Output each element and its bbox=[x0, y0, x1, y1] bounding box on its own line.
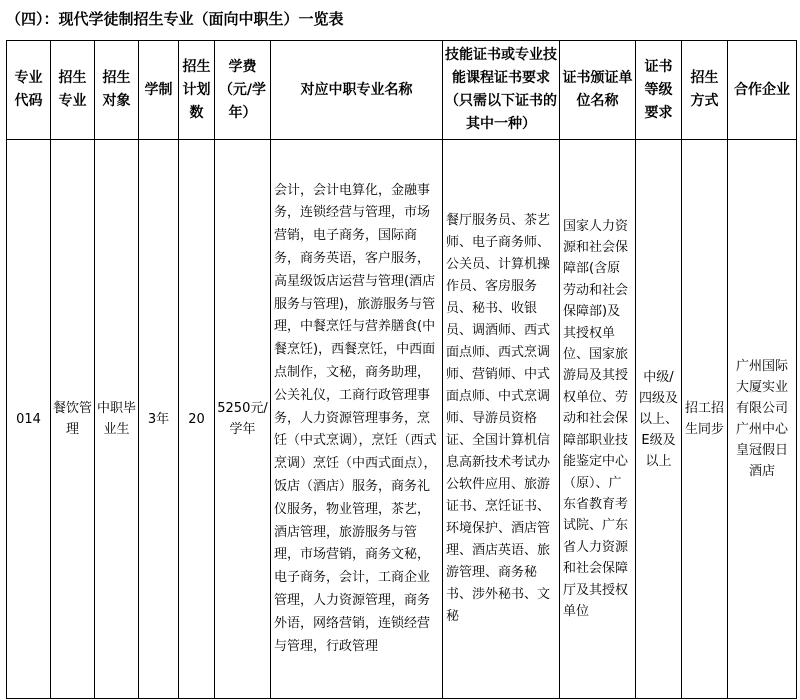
cell-issuer: 国家人力资源和社会保障部(含原劳动和社会保障部)及其授权单位、国家旅游局及其授权单位、劳动和社会保障部职业技能鉴定中心（原）、广东省教育考试院、广东省人力资源和社会保障厅及其授权单位 bbox=[560, 140, 636, 699]
cell-method: 招工招生同步 bbox=[682, 140, 728, 699]
cell-certificates: 餐厅服务员、茶艺师、电子商务师、公关员、计算机操作员、客房服务员、秘书、收银员、调酒师、西式面点师、西式烹调师、营销师、中式面点师、中式烹调师、导游员资格证、全国计算机信息高新技术考试办公软件应用、旅游证书、烹饪证书、环境保护、酒店管理、酒店英语、旅游管理、商务秘书、涉外秘书、文秘 bbox=[443, 140, 560, 699]
header-target: 招生对象 bbox=[95, 41, 139, 140]
header-major: 招生专业 bbox=[51, 41, 95, 140]
cell-major: 餐饮管理 bbox=[51, 140, 95, 699]
cell-related-majors: 会计，会计电算化，金融事务，连锁经营与管理，市场营销，电子商务，国际商务，商务英语，客户服务，高星级饭店运营与管理(酒店服务与管理)，旅游服务与管理，中餐烹饪与营养膳食(中餐烹饪)，西餐烹饪，中西面点制作，文秘，商务助理，公关礼仪，工商行政管理事务，人力资源管理事务，烹饪（中式烹调），烹饪（西式烹调）烹饪（中西式面点），饭店（酒店）服务，商务礼仪服务，物业管理，茶艺，酒店管理，旅游服务与管理，市场营销，商务文秘，电子商务，会计，工商企业管理，人力资源管理，商务外语，网络营销，连锁经营与管理，行政管理 bbox=[271, 140, 443, 699]
header-level: 证书等级要求 bbox=[636, 41, 682, 140]
header-plan: 招生计划数 bbox=[179, 41, 215, 140]
cell-fee: 5250元/学年 bbox=[215, 140, 271, 699]
cell-partner: 广州国际大厦实业有限公司广州中心皇冠假日酒店 bbox=[728, 140, 797, 699]
header-related-majors: 对应中职专业名称 bbox=[271, 41, 443, 140]
header-method: 招生方式 bbox=[682, 41, 728, 140]
cell-level: 中级/四级及以上、E级及以上 bbox=[636, 140, 682, 699]
cell-target: 中职毕业生 bbox=[95, 140, 139, 699]
header-certificates: 技能证书或专业技能课程证书要求（只需以下证书的其中一种） bbox=[443, 41, 560, 140]
header-fee: 学费（元/学年） bbox=[215, 41, 271, 140]
table-header-row bbox=[7, 41, 797, 140]
cell-code: 014 bbox=[7, 140, 51, 699]
cell-duration: 3年 bbox=[139, 140, 179, 699]
cell-plan: 20 bbox=[179, 140, 215, 699]
header-code: 专业代码 bbox=[7, 41, 51, 140]
header-duration: 学制 bbox=[139, 41, 179, 140]
header-partner: 合作企业 bbox=[728, 41, 797, 140]
header-issuer: 证书颁证单位名称 bbox=[560, 41, 636, 140]
enrollment-table bbox=[6, 40, 797, 699]
table-row bbox=[7, 140, 797, 699]
page-title: （四）：现代学徒制招生专业（面向中职生）一览表 bbox=[6, 10, 344, 28]
